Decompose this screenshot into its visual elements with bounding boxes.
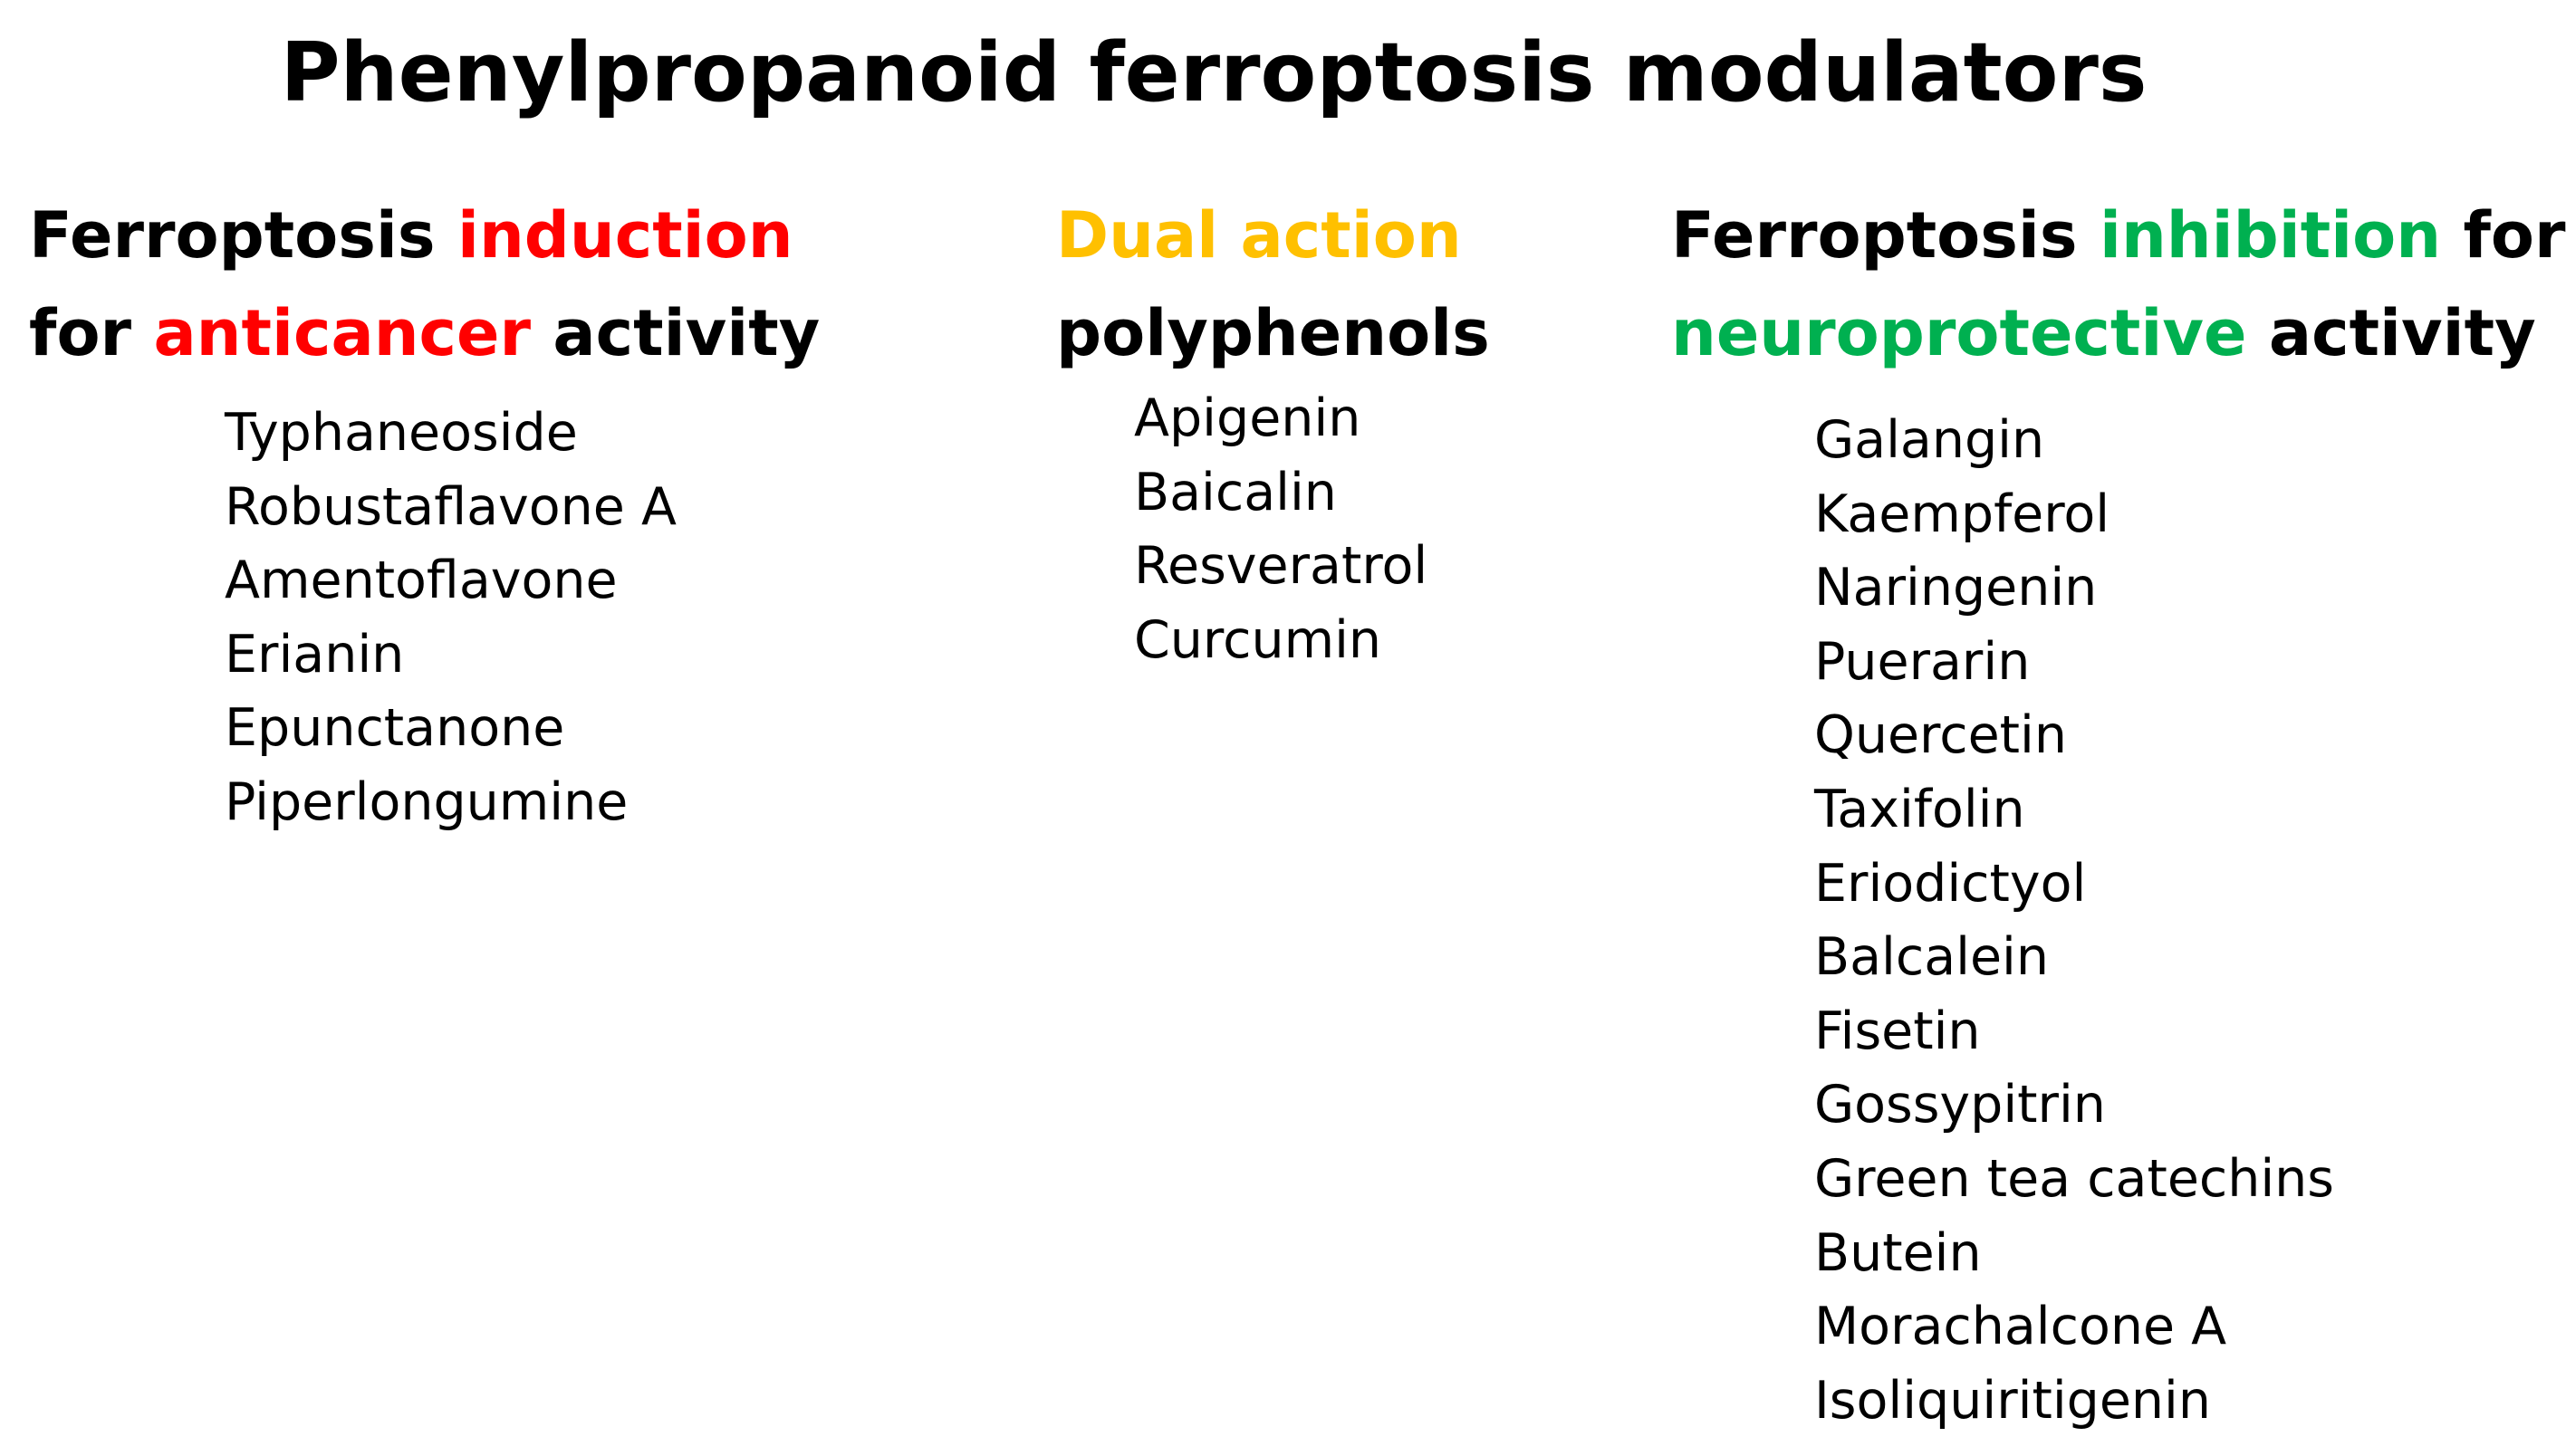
dual-action-column	[1056, 187, 1490, 670]
compound-item: Green tea catechins	[1814, 1148, 2335, 1209]
compound-item: Curcumin	[1134, 609, 1382, 670]
compound-item: Amentoflavone	[225, 551, 618, 611]
heading-text: for	[29, 296, 154, 370]
compound-item: Kaempferol	[1814, 484, 2110, 544]
induction-heading-line1	[29, 187, 820, 284]
compound-item: Gossypitrin	[1814, 1075, 2106, 1135]
dual-compound-list	[1134, 382, 1427, 677]
heading-text: activity	[531, 296, 821, 370]
heading-text: Ferroptosis	[29, 198, 457, 273]
heading-text: activity	[2246, 296, 2536, 370]
compound-item: Typhaneoside	[225, 403, 578, 463]
heading-text: for	[2441, 198, 2566, 273]
highlight-inhibition: inhibition	[2099, 198, 2442, 273]
compound-item: Robustaflavone A	[225, 476, 677, 537]
inhibition-heading	[1671, 187, 2566, 382]
compound-item: Isoliquiritigenin	[1814, 1370, 2211, 1431]
compound-item: Puerarin	[1814, 631, 2031, 692]
compound-item: Apigenin	[1134, 388, 1361, 448]
highlight-neuroprotective: neuroprotective	[1671, 296, 2247, 370]
compound-item: Quercetin	[1814, 705, 2067, 766]
compound-item: Erianin	[225, 624, 405, 685]
inhibition-compound-list	[1814, 404, 2334, 1438]
compound-item: Fisetin	[1814, 1001, 1981, 1061]
induction-heading	[29, 187, 820, 382]
compound-item: Taxifolin	[1814, 779, 2025, 839]
compound-item: Morachalcone A	[1814, 1297, 2227, 1357]
induction-compound-list	[225, 397, 677, 840]
induction-column	[29, 187, 821, 832]
heading-text: polyphenols	[1056, 296, 1490, 370]
compound-item: Piperlongumine	[225, 771, 629, 832]
compound-item: Eriodictyol	[1814, 853, 2087, 914]
compound-item: Balcalein	[1814, 927, 2050, 988]
figure-title: Phenylpropanoid ferroptosis modulators	[280, 25, 2148, 120]
compound-item: Butein	[1814, 1222, 1982, 1283]
inhibition-heading-line2	[1671, 284, 2566, 382]
dual-heading	[1056, 187, 1490, 382]
highlight-dual-action: Dual action	[1056, 198, 1462, 273]
dual-heading-line2	[1056, 284, 1490, 382]
compound-item: Resveratrol	[1134, 536, 1428, 597]
compound-item: Baicalin	[1134, 462, 1337, 522]
highlight-anticancer: anticancer	[153, 296, 532, 370]
heading-text: Ferroptosis	[1671, 198, 2100, 273]
induction-heading-line2	[29, 284, 820, 382]
dual-heading-line1	[1056, 187, 1490, 284]
inhibition-column	[1671, 187, 2566, 1431]
inhibition-heading-line1	[1671, 187, 2566, 284]
highlight-induction: induction	[456, 198, 793, 273]
compound-item: Epunctanone	[225, 698, 565, 759]
compound-item: Galangin	[1814, 410, 2045, 470]
compound-item: Naringenin	[1814, 558, 2098, 618]
